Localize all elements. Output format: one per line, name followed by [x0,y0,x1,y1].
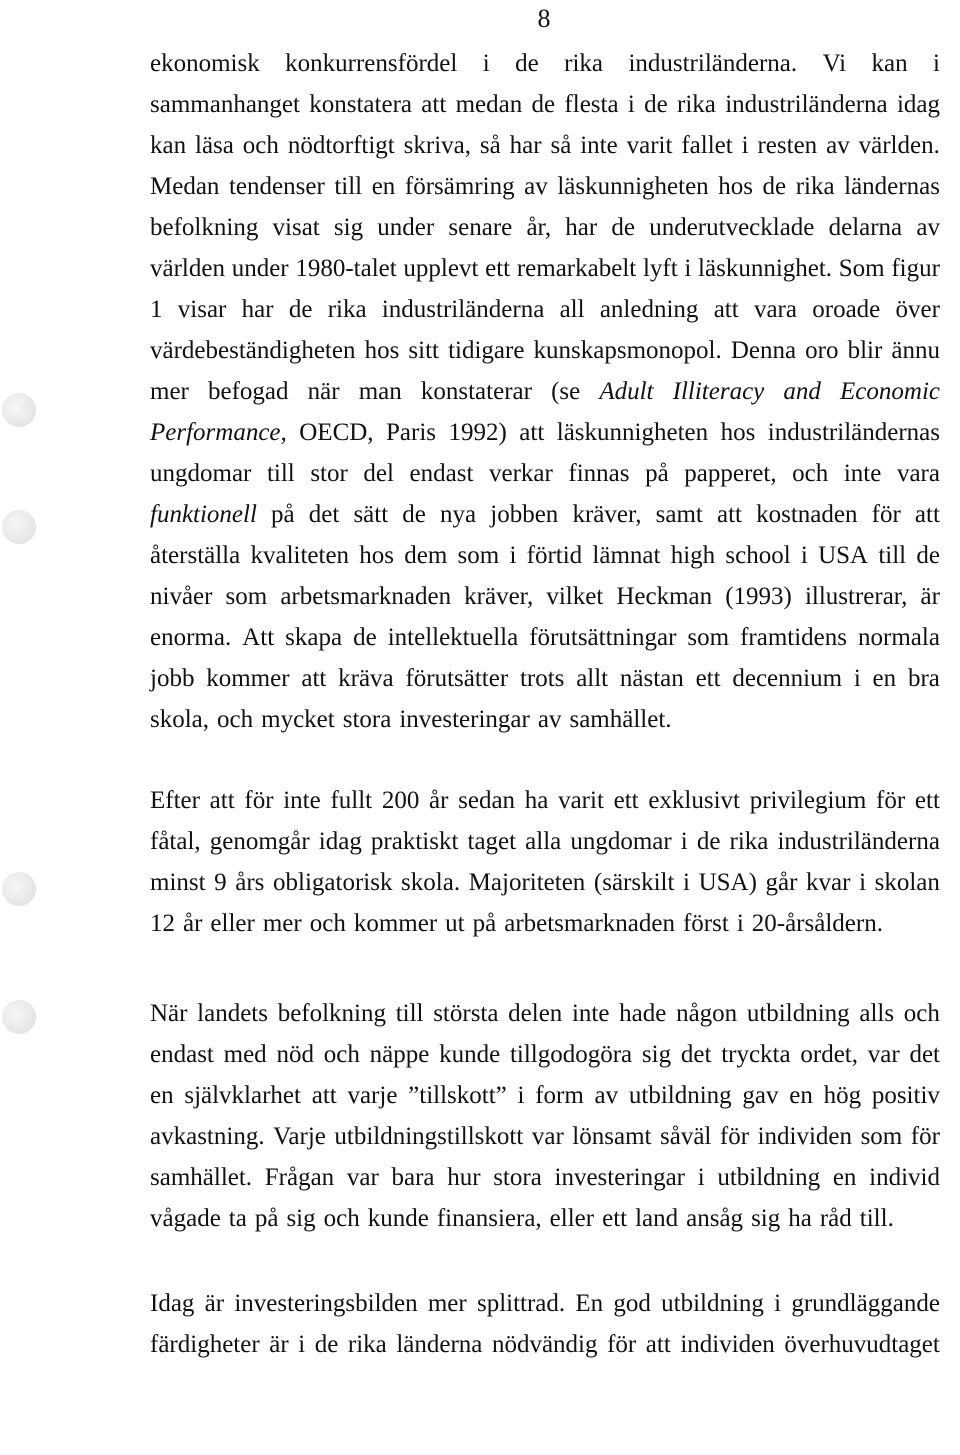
text-line: Idag är investeringsbilden mer splittrad. En god utbildning i grundläggande [150,1290,940,1317]
text-line: färdigheter är i de rika länderna nödvändig för att individen överhuvudtaget [150,1331,940,1358]
text-line: När landets befolkning till största delen inte hade någon utbildning alls och [150,1000,940,1027]
text-line: Performance, OECD, Paris 1992) att läskunnigheten hos industriländernas [150,419,940,446]
text-line: 1 visar har de rika industriländerna all anledning att vara oroade över [150,296,940,323]
text-line: avkastning. Varje utbildningstillskott var lönsamt såväl för individen som för [150,1123,940,1150]
text-line: kan läsa och nödtorftigt skriva, så har så inte varit fallet i resten av världen. [150,132,940,159]
text-line: fåtal, genomgår idag praktiskt taget alla ungdomar i de rika industriländerna [150,828,940,855]
text-line: skola, och mycket stora investeringar av samhället. [150,706,672,733]
text-line: enorma. Att skapa de intellektuella förutsättningar som framtidens normala [150,624,940,651]
text-line: Medan tendenser till en försämring av läskunnigheten hos de rika ländernas [150,173,940,200]
punch-hole-mark [2,872,36,906]
text-line: minst 9 års obligatorisk skola. Majoriteten (särskilt i USA) går kvar i skolan [150,869,940,896]
text-line: Efter att för inte fullt 200 år sedan ha varit ett exklusivt privilegium för ett [150,787,940,814]
text-line: 12 år eller mer och kommer ut på arbetsmarknaden först i 20-årsåldern. [150,910,883,937]
punch-hole-mark [2,1000,36,1034]
text-line: befolkning visat sig under senare år, har de underutvecklade delarna av [150,214,940,241]
text-line: mer befogad när man konstaterar (se Adult Illiteracy and Economic [150,378,940,405]
text-line: samhället. Frågan var bara hur stora investeringar i utbildning en individ [150,1164,940,1191]
text-line: nivåer som arbetsmarknaden kräver, vilket Heckman (1993) illustrerar, är [150,583,940,610]
text-line: jobb kommer att kräva förutsätter trots allt nästan ett decennium i en bra [150,665,940,692]
text-line: funktionell på det sätt de nya jobben kräver, samt att kostnaden för att [150,501,940,528]
text-line: ekonomisk konkurrensfördel i de rika industriländerna. Vi kan i [150,50,940,77]
text-line: endast med nöd och näppe kunde tillgodogöra sig det tryckta ordet, var det [150,1041,940,1068]
text-line: sammanhanget konstatera att medan de flesta i de rika industriländerna idag [150,91,940,118]
page-number: 8 [537,4,551,33]
text-line: värdebeständigheten hos sitt tidigare kunskapsmonopol. Denna oro blir ännu [150,337,940,364]
punch-hole-mark [2,393,36,427]
text-line: en självklarhet att varje ”tillskott” i form av utbildning gav en hög positiv [150,1082,940,1109]
text-line: återställa kvaliteten hos dem som i förtid lämnat high school i USA till de [150,542,940,569]
text-line: världen under 1980-talet upplevt ett remarkabelt lyft i läskunnighet. Som figur [150,255,940,282]
punch-hole-mark [2,510,36,544]
text-line: ungdomar till stor del endast verkar finnas på papperet, och inte vara [150,460,940,487]
text-line: vågade ta på sig och kunde finansiera, eller ett land ansåg sig ha råd till. [150,1205,894,1232]
